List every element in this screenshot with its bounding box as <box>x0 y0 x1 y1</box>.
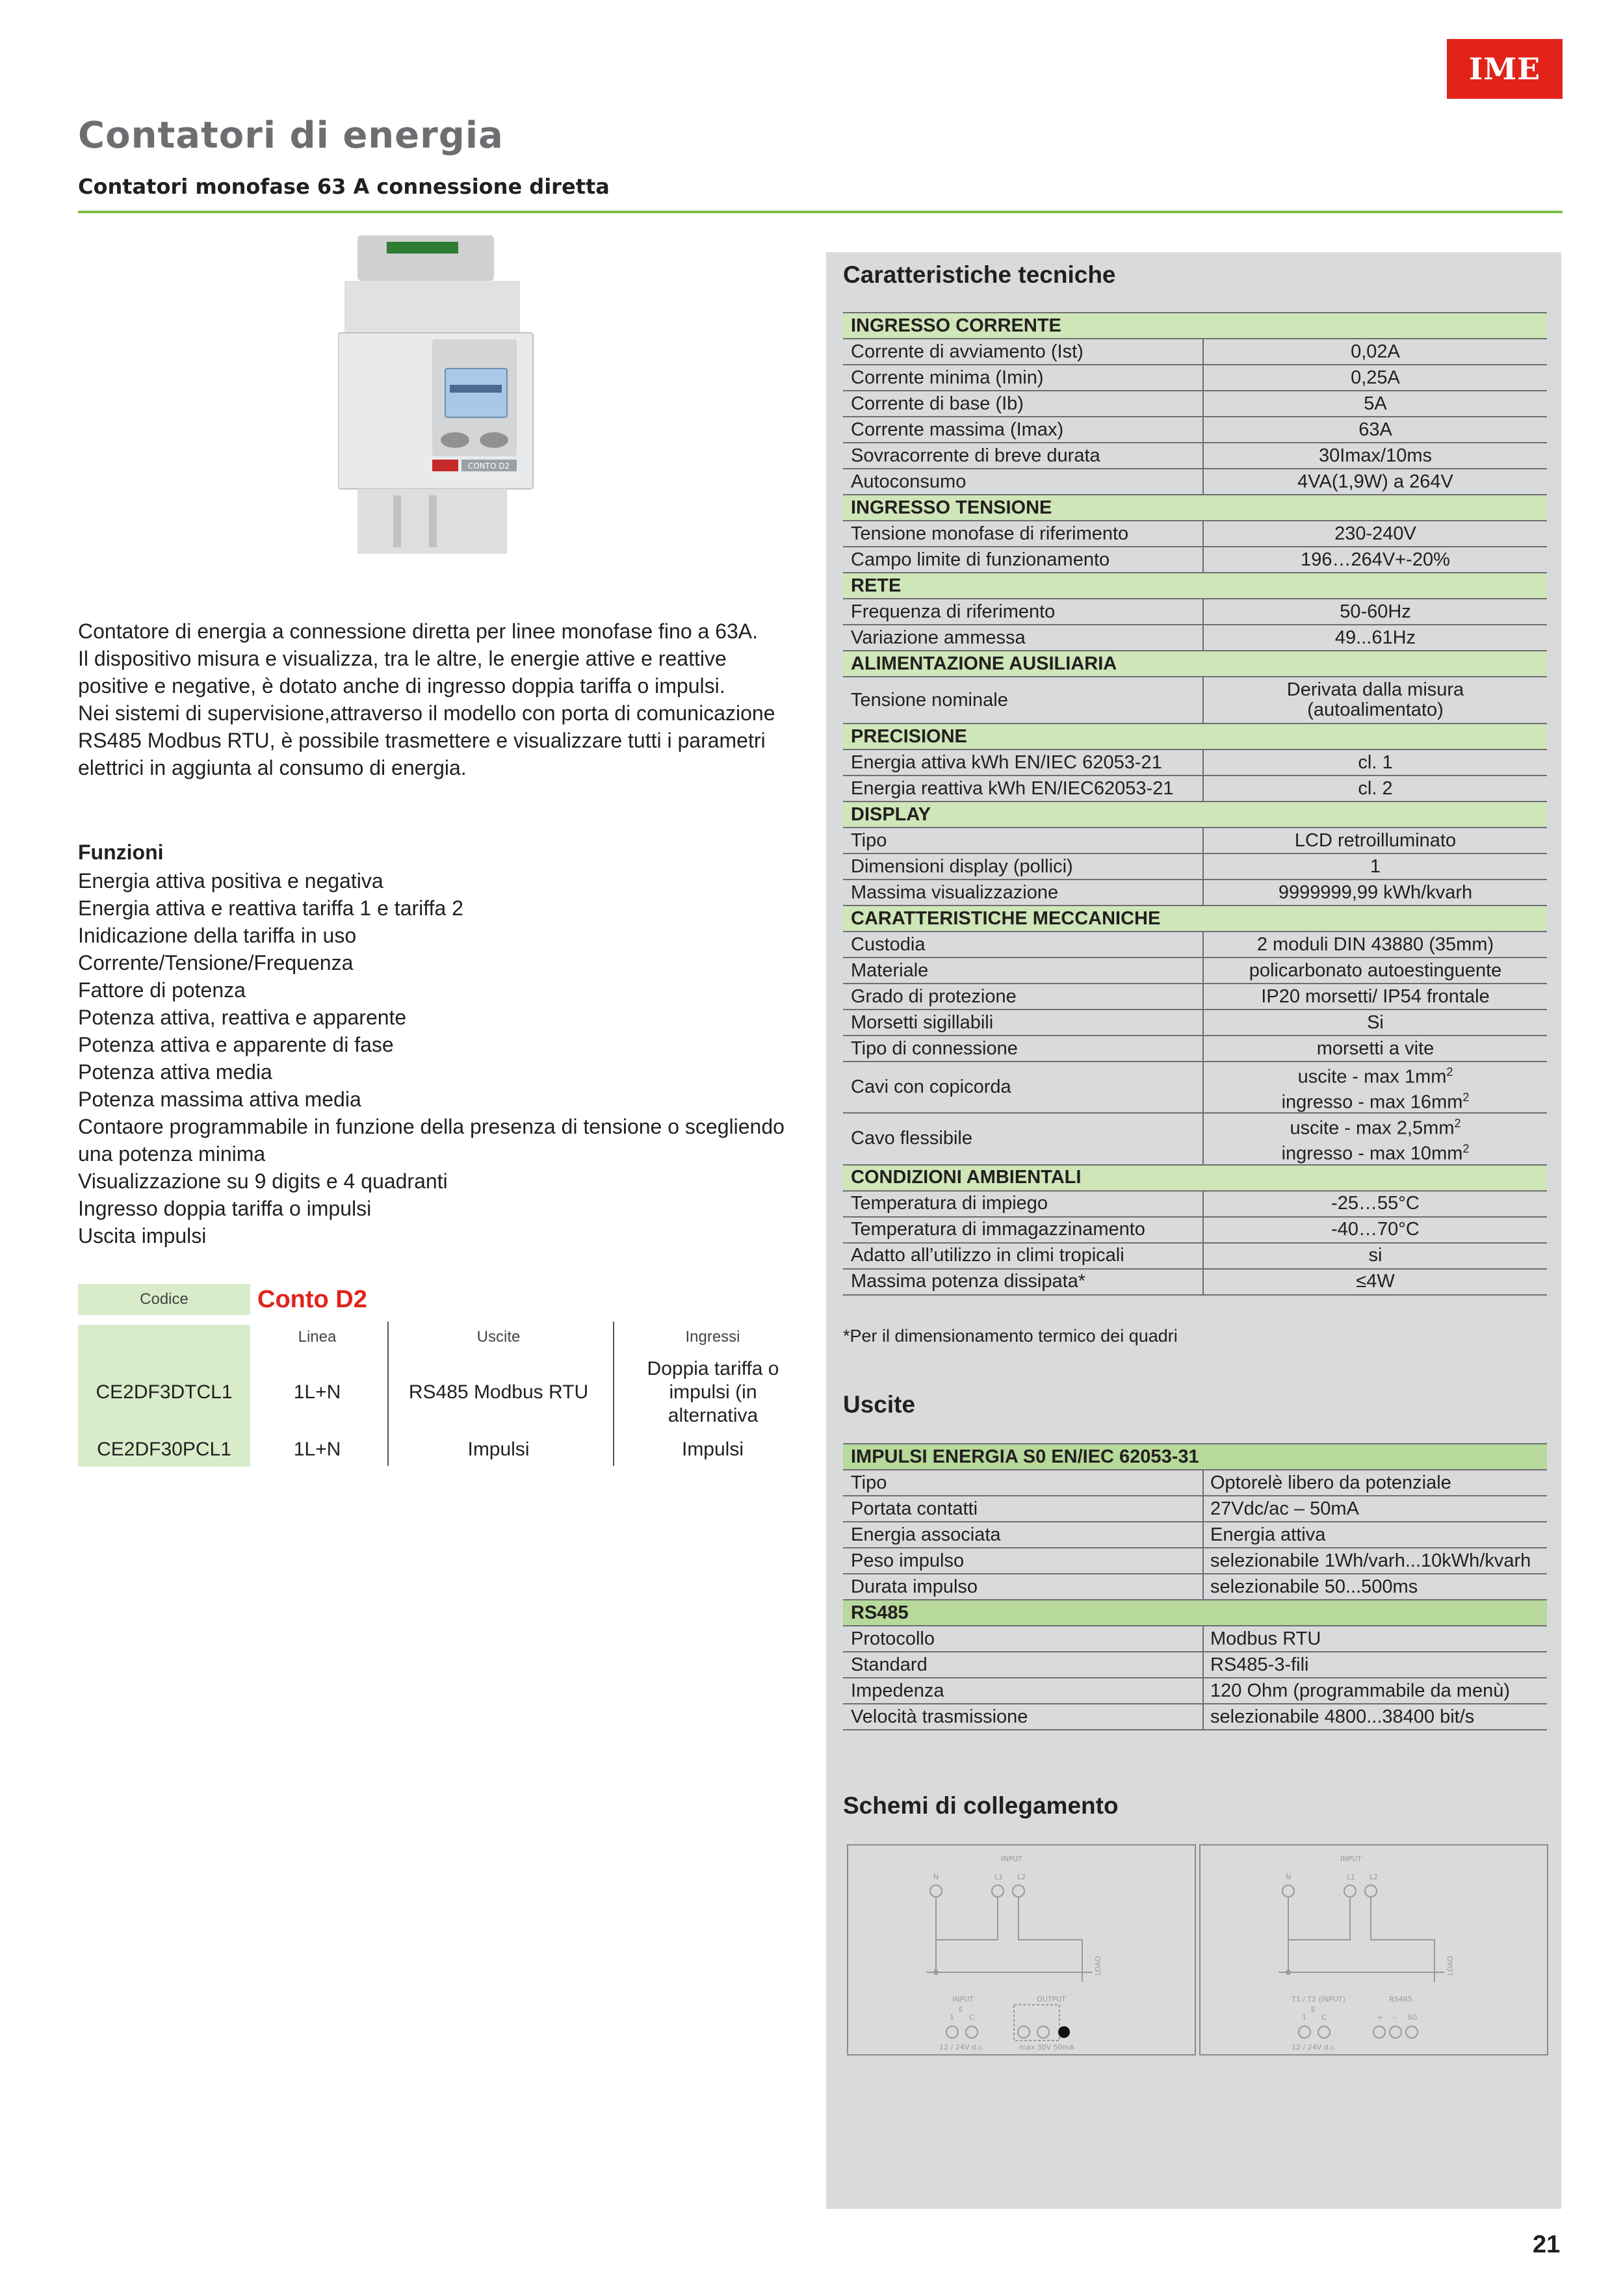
wire <box>936 1897 998 1940</box>
section-header: DISPLAY <box>843 802 1547 828</box>
terminal-l1 <box>992 1885 1004 1897</box>
specs-title: Caratteristiche tecniche <box>843 261 1116 288</box>
table-row: Durata impulso selezionabile 50...500ms <box>843 1574 1547 1600</box>
diagram-label: L2 <box>1017 1873 1026 1881</box>
table-row: Impedenza 120 Ohm (programmabile da menù) <box>843 1678 1547 1704</box>
wire <box>1371 1897 1435 1982</box>
functions-list <box>78 867 799 1249</box>
terminal-filled <box>1058 2026 1070 2038</box>
table-row: Temperatura di impiego -25…55°C <box>843 1191 1547 1217</box>
footnote: *Per il dimensionamento termico dei quadri <box>843 1326 1178 1346</box>
energy-meter-image <box>338 235 562 580</box>
terminal <box>1373 2026 1385 2038</box>
diagram-label: INPUT <box>1001 1855 1022 1863</box>
section-header: IMPULSI ENERGIA S0 EN/IEC 62053-31 <box>843 1444 1547 1470</box>
section-header: RS485 <box>843 1600 1547 1626</box>
function-item: Potenza massima attiva media <box>78 1088 361 1111</box>
meter-label: CONTO D2 <box>467 462 510 471</box>
function-item: Potenza attiva e apparente di fase <box>78 1033 394 1056</box>
superscript: 2 <box>1462 1090 1470 1104</box>
wire <box>1019 1897 1082 1982</box>
diagram-label: SG <box>1407 2013 1418 2022</box>
wiring-diagram-pulse <box>847 1844 1196 2055</box>
table-row: Tipo di connessione morsetti a vite <box>843 1036 1547 1062</box>
description-paragraph: Nei sistemi di supervisione,attraverso il modello con porta di comunicazione RS485 Modbus RTU, è possibile trasmettere e visualizzare tutti i parametri elettrici in aggiunta al consumo di energia. <box>78 701 775 779</box>
col-header-uscite: Uscite <box>476 1328 521 1346</box>
junction <box>933 1970 939 1975</box>
function-item: Energia attiva positiva e negativa <box>78 869 383 893</box>
value-line: uscite - max 1mm <box>1297 1066 1447 1088</box>
functions-title: Funzioni <box>78 841 164 864</box>
lcd-digits <box>450 385 502 393</box>
diagram-label: max 30V 50mA <box>1019 2043 1074 2052</box>
diagram-label: L1 <box>1347 1873 1356 1881</box>
table-row: Portata contatti 27Vdc/ac – 50mA <box>843 1496 1547 1522</box>
diagram-label: E <box>1311 2005 1316 2014</box>
uscite-cell: Impulsi <box>467 1439 530 1460</box>
table-row: Adatto all’utilizzo in climi tropicali si <box>843 1243 1547 1269</box>
specs-table <box>843 312 1547 1296</box>
function-item: Visualizzazione su 9 digits e 4 quadranti <box>78 1169 448 1193</box>
terminal-l2 <box>1365 1885 1377 1897</box>
terminal <box>1037 2026 1049 2038</box>
code-cell: CE2DF3DTCL1 <box>96 1381 233 1403</box>
table-row: Corrente massima (Imax) 63A <box>843 417 1547 443</box>
meter-terminal-strip <box>387 242 458 254</box>
meter-terminal-screw <box>393 495 401 547</box>
table-row: Morsetti sigillabili Si <box>843 1010 1547 1036</box>
section-header: CONDIZIONI AMBIENTALI <box>843 1165 1547 1191</box>
table-row: Corrente minima (Imin) 0,25A <box>843 365 1547 391</box>
table-row: Tipo Optorelè libero da potenziale <box>843 1470 1547 1496</box>
diagram-label: N <box>933 1873 939 1881</box>
description-paragraph: Il dispositivo misura e visualizza, tra le altre, le energie attive e reattive positive e negative, è dotato anche di ingresso doppia tariffa o impulsi. <box>78 647 727 698</box>
table-row: Cavi con copicorda uscite - $\max 1mm^2$ ingresso - $\max 16mm^2$ <box>843 1062 1547 1113</box>
section-header: INGRESSO CORRENTE <box>843 313 1547 339</box>
table-row: Grado di protezione IP20 morsetti/ IP54 frontale <box>843 984 1547 1010</box>
table-row: Massima potenza dissipata* ≤4W <box>843 1269 1547 1295</box>
table-row: Autoconsumo 4VA(1,9W) a 264V <box>843 469 1547 495</box>
terminal-n <box>930 1885 942 1897</box>
diagram-label: L1 <box>994 1873 1004 1881</box>
table-row: Campo limite di funzionamento 196…264V+-20% <box>843 547 1547 573</box>
diagram-label: INPUT <box>952 1995 974 2003</box>
table-row: Cavo flessibile uscite - $\max 2,5mm^2$ ingresso - $\max 10mm^2$ <box>843 1113 1547 1164</box>
table-row: Tensione monofase di riferimento 230-240V <box>843 521 1547 547</box>
value-line: uscite - max 2,5mm <box>1290 1117 1455 1139</box>
diagram-label: E <box>959 2005 963 2014</box>
diagram-label: + <box>1377 2013 1384 2022</box>
terminal <box>1390 2026 1401 2038</box>
diagram-label: 12 / 24V d.c. <box>1292 2043 1337 2052</box>
terminal-l2 <box>1013 1885 1024 1897</box>
schemes-title: Schemi di collegamento <box>843 1792 1119 1819</box>
table-row: Corrente di avviamento (Ist) 0,02A <box>843 339 1547 365</box>
diagram-label: INPUT <box>1340 1855 1362 1863</box>
diagram-label: 1 <box>1302 2013 1306 2022</box>
table-row: Frequenza di riferimento 50-60Hz <box>843 599 1547 625</box>
terminal-l1 <box>1344 1885 1356 1897</box>
diagram-label: C <box>1321 2013 1327 2022</box>
table-row: Tipo LCD retroilluminato <box>843 828 1547 854</box>
meter-badge <box>432 460 458 471</box>
function-item: Potenza attiva, reattiva e apparente <box>78 1006 407 1029</box>
col-header-linea: Linea <box>298 1328 337 1346</box>
value-line: ingresso - max 16mm <box>1281 1091 1463 1113</box>
table-row: Variazione ammessa 49...61Hz <box>843 625 1547 651</box>
outputs-title: Uscite <box>843 1391 916 1418</box>
outputs-table <box>843 1443 1547 1730</box>
diagram-label: LOAD <box>1094 1955 1102 1976</box>
terminal <box>1406 2026 1418 2038</box>
meter-terminal-screw <box>429 495 437 547</box>
function-item: Fattore di potenza <box>78 978 246 1002</box>
uscite-cell: RS485 Modbus RTU <box>408 1381 589 1403</box>
table-row: Custodia 2 moduli DIN 43880 (35mm) <box>843 932 1547 958</box>
terminal-n <box>1282 1885 1294 1897</box>
header-divider <box>78 211 1563 213</box>
value-line: (autoalimentato) <box>1307 699 1444 720</box>
ingressi-cell: Doppia tariffa o impulsi (in alternativa <box>647 1358 779 1426</box>
value-line: Derivata dalla misura <box>1286 679 1464 700</box>
terminal <box>1299 2026 1310 2038</box>
table-row: Materiale policarbonato autoestinguente <box>843 958 1547 984</box>
table-row: Corrente di base (Ib) 5A <box>843 391 1547 417</box>
junction <box>1286 1970 1291 1975</box>
function-item: Potenza attiva media <box>78 1060 272 1084</box>
table-row: Tensione nominale Derivata dalla misura (autoalimentato) <box>843 677 1547 724</box>
diagram-label: N <box>1286 1873 1292 1881</box>
col-header-ingressi: Ingressi <box>685 1328 740 1346</box>
table-row: Energia associata Energia attiva <box>843 1522 1547 1548</box>
section-header: PRECISIONE <box>843 724 1547 750</box>
linea-cell: 1L+N <box>293 1381 341 1403</box>
terminal <box>1018 2026 1030 2038</box>
output-box <box>1014 2005 1059 2041</box>
table-row: Energia attiva kWh EN/IEC 62053-21 cl. 1 <box>843 750 1547 776</box>
function-item: Ingresso doppia tariffa o impulsi <box>78 1197 372 1220</box>
ingressi-cell: Impulsi <box>681 1439 744 1460</box>
description-paragraph: Contatore di energia a connessione diretta per linee monofase fino a 63A. <box>78 620 759 643</box>
function-item: Uscita impulsi <box>78 1224 207 1247</box>
linea-cell: 1L+N <box>293 1439 341 1460</box>
value-line: ingresso - max 10mm <box>1281 1143 1463 1164</box>
wire <box>1288 1897 1350 1940</box>
table-row: Massima visualizzazione 9999999,99 kWh/kvarh <box>843 880 1547 906</box>
meter-button-right <box>480 432 508 448</box>
page-number: 21 <box>1533 2231 1561 2258</box>
function-item: Inidicazione della tariffa in uso <box>78 924 357 947</box>
code-product-name: Conto D2 <box>257 1286 367 1313</box>
table-row: Peso impulso selezionabile 1Wh/varh...10kWh/kvarh <box>843 1548 1547 1574</box>
code-header: Codice <box>78 1284 250 1315</box>
function-item: Energia attiva e reattiva tariffa 1 e tariffa 2 <box>78 896 463 920</box>
wiring-diagram-rs485 <box>1199 1844 1548 2055</box>
diagram-label: LOAD <box>1446 1955 1455 1976</box>
function-item: Contaore programmabile in funzione della presenza di tensione o scegliendo una potenza minima <box>78 1115 785 1166</box>
diagram-label: – <box>1393 2013 1397 2022</box>
terminal <box>1318 2026 1330 2038</box>
section-header: RETE <box>843 573 1547 599</box>
lcd-display <box>445 369 507 417</box>
terminal <box>946 2026 958 2038</box>
diagram-label: OUTPUT <box>1037 1995 1066 2003</box>
function-item: Corrente/Tensione/Frequenza <box>78 951 354 974</box>
superscript: 2 <box>1446 1065 1453 1078</box>
table-row: Standard RS485-3-fili <box>843 1652 1547 1678</box>
superscript: 2 <box>1462 1141 1470 1155</box>
table-row: Velocità trasmissione selezionabile 4800...38400 bit/s <box>843 1704 1547 1730</box>
product-description <box>78 618 799 781</box>
table-row: Dimensioni display (pollici) 1 <box>843 854 1547 880</box>
table-row: Protocollo Modbus RTU <box>843 1626 1547 1652</box>
table-row: Energia reattiva kWh EN/IEC62053-21 cl. 2 <box>843 776 1547 802</box>
page-subtitle: Contatori monofase 63 A connessione diretta <box>78 174 610 199</box>
table-row: Temperatura di immagazzinamento -40…70°C <box>843 1217 1547 1243</box>
section-header: INGRESSO TENSIONE <box>843 495 1547 521</box>
diagram-label: C <box>969 2013 974 2022</box>
diagram-label: L2 <box>1370 1873 1379 1881</box>
meter-button-left <box>441 432 469 448</box>
section-header: ALIMENTAZIONE AUSILIARIA <box>843 651 1547 677</box>
diagram-label: RS485 <box>1389 1995 1412 2003</box>
table-row: Sovracorrente di breve durata 30Imax/10ms <box>843 443 1547 469</box>
code-cell: CE2DF30PCL1 <box>97 1439 231 1460</box>
brand-logo: IME <box>1447 39 1563 99</box>
page-title: Contatori di energia <box>78 114 504 157</box>
section-header: CARATTERISTICHE MECCANICHE <box>843 906 1547 932</box>
superscript: 2 <box>1454 1117 1461 1130</box>
diagram-label: 1 <box>950 2013 954 2022</box>
diagram-label: T1 / T2 (INPUT) <box>1292 1995 1346 2003</box>
diagram-label: 12 / 24V d.c. <box>939 2043 985 2052</box>
meter-upper-body <box>344 281 520 339</box>
terminal <box>966 2026 978 2038</box>
